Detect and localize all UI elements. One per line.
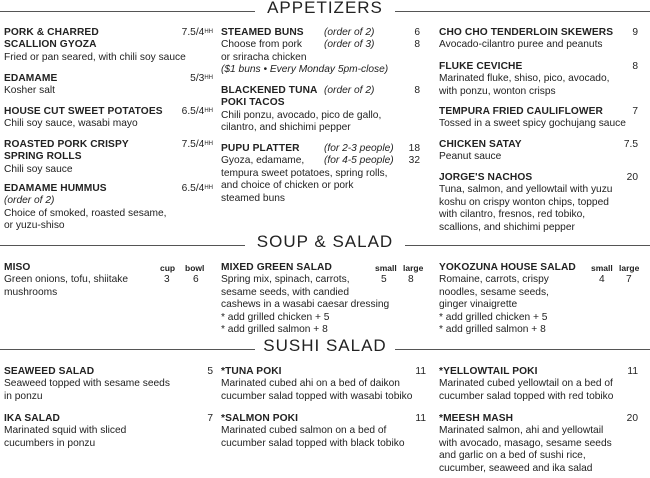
item-description: * add grilled chicken + 5 (221, 311, 330, 323)
item-name: *TUNA POKI (221, 366, 282, 377)
item-price: 7 (207, 413, 213, 424)
item-description: Choose from pork (221, 39, 302, 51)
item-price: $6.5/4^{HH}$ (181, 183, 213, 194)
item-description: Green onions, tofu, shiitake (4, 274, 129, 286)
section-title: SOUP & SALAD (256, 232, 394, 251)
item-description: Marinated squid with sliced (4, 425, 127, 437)
item-description: with cilantro, fresnos, red tobiko, (439, 209, 586, 221)
item-price: 7 (632, 106, 638, 117)
item-name: FLUKE CEVICHE (439, 61, 523, 72)
item-name: JORGE'S NACHOS (439, 172, 533, 183)
item-description: * add grilled salmon + 8 (439, 324, 546, 336)
item-price: 6 (414, 27, 420, 38)
item-description: scallions, and shichimi pepper (439, 221, 575, 233)
item-note: (order of 2) (324, 27, 375, 38)
item-price: 8 (414, 39, 420, 51)
divider (395, 11, 650, 12)
item-price: 6 (193, 274, 199, 285)
menu-item (221, 413, 426, 450)
item-price: 8 (414, 85, 420, 96)
item-description: or yuzu-shiso (4, 220, 65, 232)
item-description: cashews in a wasabi caesar dressing (221, 299, 390, 311)
item-price: $7.5/4^{HH}$ (181, 139, 213, 150)
item-price: $6.5/4^{HH}$ (181, 106, 213, 117)
menu-item (439, 61, 638, 98)
item-description: cucumber, seaweed and ika salad (439, 462, 593, 474)
menu-item (439, 106, 638, 131)
item-note: (for 2-3 people) (324, 143, 394, 154)
divider (405, 245, 650, 246)
item-description: Chili soy sauce (4, 163, 73, 175)
menu-item (439, 413, 638, 475)
menu-item (439, 27, 638, 52)
item-price: 32 (408, 155, 420, 167)
item-description: koshu on crispy wonton chips, topped (439, 196, 609, 208)
item-name: YOKOZUNA HOUSE SALAD (439, 262, 576, 273)
section-title: APPETIZERS (267, 0, 383, 17)
item-name: BLACKENED TUNA (221, 85, 318, 96)
item-name: CHICKEN SATAY (439, 139, 522, 150)
item-description: Seaweed topped with sesame seeds (4, 378, 170, 390)
sushi-salad-header (0, 336, 650, 360)
item-price: 18 (408, 143, 420, 154)
item-name: MIXED GREEN SALAD (221, 262, 332, 273)
item-description: Peanut sauce (439, 151, 502, 163)
menu-item (4, 106, 213, 131)
item-price: 11 (415, 413, 426, 424)
menu-item (221, 143, 420, 205)
item-note: (order of 2) (324, 85, 375, 96)
menu-item (221, 366, 426, 403)
item-name: *MEESH MASH (439, 413, 514, 424)
soup-salad-header (0, 232, 650, 256)
section-title: SUSHI SALAD (263, 336, 387, 355)
item-description: Marinated fluke, shiso, pico, avocado, (439, 73, 610, 85)
menu-item (4, 139, 213, 176)
item-name: *YELLOWTAIL POKI (439, 366, 538, 377)
item-name: HOUSE CUT SWEET POTATOES (4, 106, 163, 117)
item-name: SCALLION GYOZA (4, 39, 97, 51)
item-description: Chili soy sauce, wasabi mayo (4, 118, 138, 130)
appetizers-header (0, 2, 650, 22)
item-name: MISO (4, 262, 31, 273)
item-description: in ponzu (4, 390, 43, 402)
menu-item (439, 139, 638, 164)
item-name: PORK & CHARRED (4, 27, 99, 38)
item-description: Chili ponzu, avocado, pico de gallo, (221, 109, 382, 121)
menu-item (4, 27, 213, 64)
item-description: tempura sweet potatoes, spring rolls, (221, 167, 388, 179)
size-header: large (619, 263, 640, 273)
item-price: 11 (415, 366, 426, 377)
item-description: ginger vinaigrette (439, 299, 518, 311)
item-name: TEMPURA FRIED CAULIFLOWER (439, 106, 603, 117)
item-price: 20 (626, 172, 638, 183)
item-note: ($1 buns • Every Monday 5pm-close) (221, 64, 389, 76)
item-note: (order of 2) (4, 195, 55, 207)
item-note: (for 4-5 people) (324, 155, 394, 167)
item-description: Kosher salt (4, 85, 55, 97)
item-name: IKA SALAD (4, 413, 60, 424)
item-description: Spring mix, spinach, carrots, (221, 274, 350, 286)
item-description: Marinated cubed salmon on a bed of (221, 425, 387, 437)
item-name: ROASTED PORK CRISPY (4, 139, 129, 150)
item-name: SPRING ROLLS (4, 151, 82, 163)
menu-item (4, 262, 213, 299)
item-description: * add grilled salmon + 8 (221, 324, 328, 336)
menu-item (221, 262, 426, 336)
item-description: with ponzu, wonton crisps (439, 85, 556, 97)
item-description: and choice of chicken or pork (221, 180, 354, 192)
size-header: small (375, 263, 397, 273)
item-price: 3 (164, 274, 170, 285)
size-header: small (591, 263, 613, 273)
item-description: Tossed in a sweet spicy gochujang sauce (439, 118, 626, 130)
item-price: 4 (599, 274, 605, 285)
item-name: CHO CHO TENDERLOIN SKEWERS (439, 27, 614, 38)
item-description: Marinated cubed yellowtail on a bed of (439, 378, 613, 390)
item-description: and garlic on a bed of sushi rice, (439, 450, 586, 462)
item-price: 5 (207, 366, 213, 377)
item-price: $7.5/4^{HH}$ (181, 27, 213, 38)
item-description: cucumber salad topped with red tobiko (439, 390, 614, 402)
menu-item (4, 73, 213, 98)
item-description: cucumber salad topped with wasabi tobiko (221, 390, 413, 402)
item-price: 7.5 (623, 139, 638, 150)
item-price: 8 (408, 274, 414, 285)
item-name: POKI TACOS (221, 97, 285, 109)
menu-item (439, 172, 638, 234)
menu-item (4, 413, 213, 450)
item-description: Romaine, carrots, crispy (439, 274, 549, 286)
item-description: mushrooms (4, 286, 58, 298)
item-description: * add grilled chicken + 5 (439, 311, 548, 323)
item-description: Choice of smoked, roasted sesame, (4, 207, 167, 219)
item-description: Fried or pan seared, with chili soy sauce (4, 51, 186, 63)
item-description: sesame seeds, with candied (221, 286, 349, 298)
item-price: 20 (626, 413, 638, 424)
item-note: (order of 3) (324, 39, 375, 51)
item-description: noodles, sesame seeds, (439, 286, 549, 298)
size-header: large (403, 263, 424, 273)
size-header: bowl (185, 263, 205, 273)
item-name: PUPU PLATTER (221, 143, 300, 154)
item-description: Marinated cubed ahi on a bed of daikon (221, 378, 400, 390)
item-description: Avocado-cilantro puree and peanuts (439, 39, 603, 51)
item-name: SEAWEED SALAD (4, 366, 95, 377)
menu-item (439, 262, 644, 336)
menu-item (221, 85, 420, 135)
item-name: EDAMAME HUMMUS (4, 183, 107, 194)
menu-item (221, 27, 420, 77)
item-description: Gyoza, edamame, (221, 155, 305, 167)
item-name: STEAMED BUNS (221, 27, 304, 38)
item-description: Tuna, salmon, and yellowtail with yuzu (439, 184, 613, 196)
item-description: steamed buns (221, 192, 285, 204)
item-name: *SALMON POKI (221, 413, 299, 424)
item-description: or sriracha chicken (221, 51, 307, 63)
item-price: $5/3^{HH}$ (190, 73, 213, 84)
item-price: 8 (632, 61, 638, 72)
menu-item (4, 183, 213, 233)
item-description: with avocado, masago, sesame seeds (439, 437, 612, 449)
item-price: 5 (381, 274, 387, 285)
item-description: Marinated salmon, ahi and yellowtail (439, 425, 604, 437)
item-price: 7 (626, 274, 632, 285)
item-price: 11 (627, 366, 638, 377)
divider (395, 349, 650, 350)
size-header: cup (160, 263, 176, 273)
menu-item (439, 366, 638, 403)
item-price: 9 (632, 27, 638, 38)
item-name: EDAMAME (4, 73, 58, 84)
item-description: cucumber salad topped with black tobiko (221, 437, 405, 449)
item-description: cilantro, and shichimi pepper (221, 122, 351, 134)
menu-item (4, 366, 213, 403)
item-description: cucumbers in ponzu (4, 437, 96, 449)
